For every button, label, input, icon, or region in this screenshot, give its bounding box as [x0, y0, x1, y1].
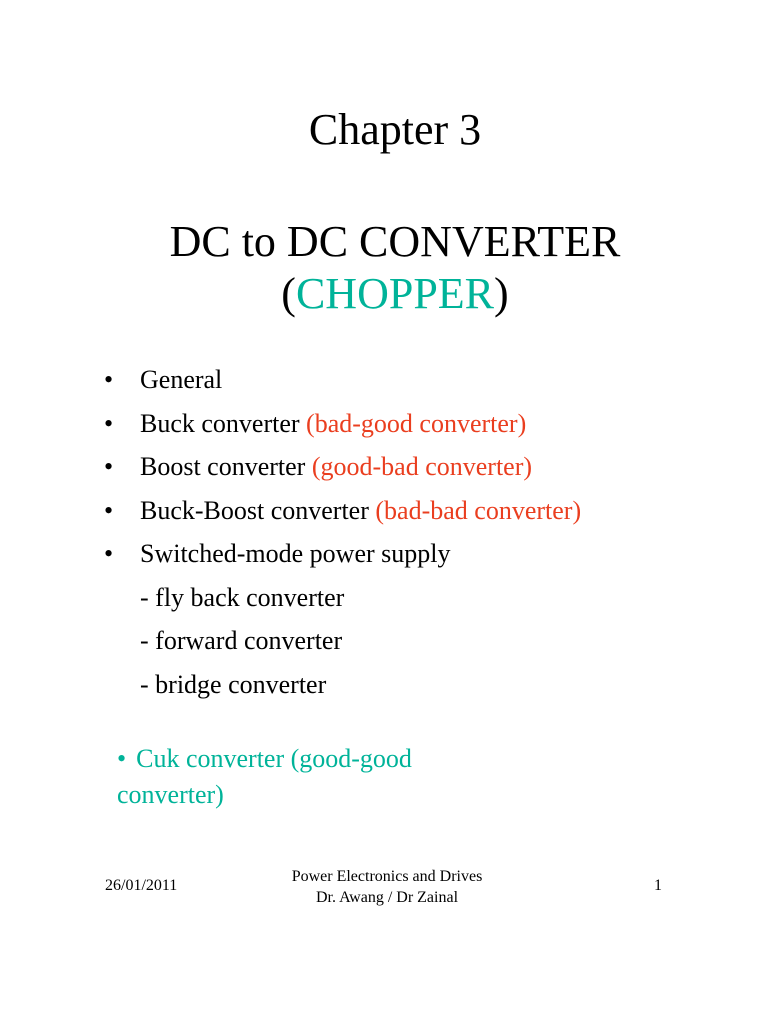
- list-item-text: Buck converter: [140, 408, 300, 438]
- sub-item-forward: - forward converter: [140, 626, 343, 655]
- page-number: 1: [654, 877, 662, 894]
- footer-date: 26/01/2011: [105, 877, 178, 894]
- bullet-icon: •: [104, 452, 114, 481]
- sub-item-flyback: - fly back converter: [140, 582, 345, 612]
- list-item-buck-boost: [104, 489, 581, 533]
- bullet-icon: •: [117, 744, 127, 773]
- title-paren-close: ): [494, 269, 509, 318]
- bullet-icon: •: [104, 495, 114, 525]
- list-item-note: (bad-bad converter): [375, 495, 582, 525]
- footer-course-title: Power Electronics and Drives: [291, 868, 483, 885]
- title-accent-chopper: CHOPPER: [295, 269, 495, 318]
- title-main: DC to DC CONVERTER: [169, 217, 621, 266]
- title-subtitle: [0, 268, 768, 320]
- list-item-boost: [104, 445, 581, 489]
- sub-item-bridge: - bridge converter: [140, 669, 327, 699]
- title-paren-open: (: [281, 269, 296, 318]
- cuk-converter-item: [117, 741, 437, 813]
- footer-course: [254, 866, 520, 908]
- list-item-buck: [104, 402, 581, 446]
- topic-list: [104, 358, 581, 706]
- bullet-icon: •: [104, 365, 114, 394]
- list-item-text: Boost converter: [140, 452, 306, 481]
- list-item-text: Switched-mode power supply: [140, 539, 451, 568]
- bullet-icon: •: [104, 408, 114, 438]
- chapter-heading: Chapter 3: [308, 105, 482, 154]
- footer-authors: Dr. Awang / Dr Zainal: [315, 889, 459, 906]
- slide-title: [0, 216, 768, 320]
- cuk-converter-text: Cuk converter (good-good converter): [117, 744, 412, 809]
- list-item-note: (good-bad converter): [311, 452, 533, 481]
- bullet-icon: •: [104, 539, 114, 568]
- list-item-general: [104, 358, 581, 402]
- list-item-note: (bad-good converter): [306, 408, 527, 438]
- list-item-text: Buck-Boost converter: [140, 495, 369, 525]
- list-item-text: General: [140, 365, 223, 394]
- list-item-smps: [104, 532, 581, 576]
